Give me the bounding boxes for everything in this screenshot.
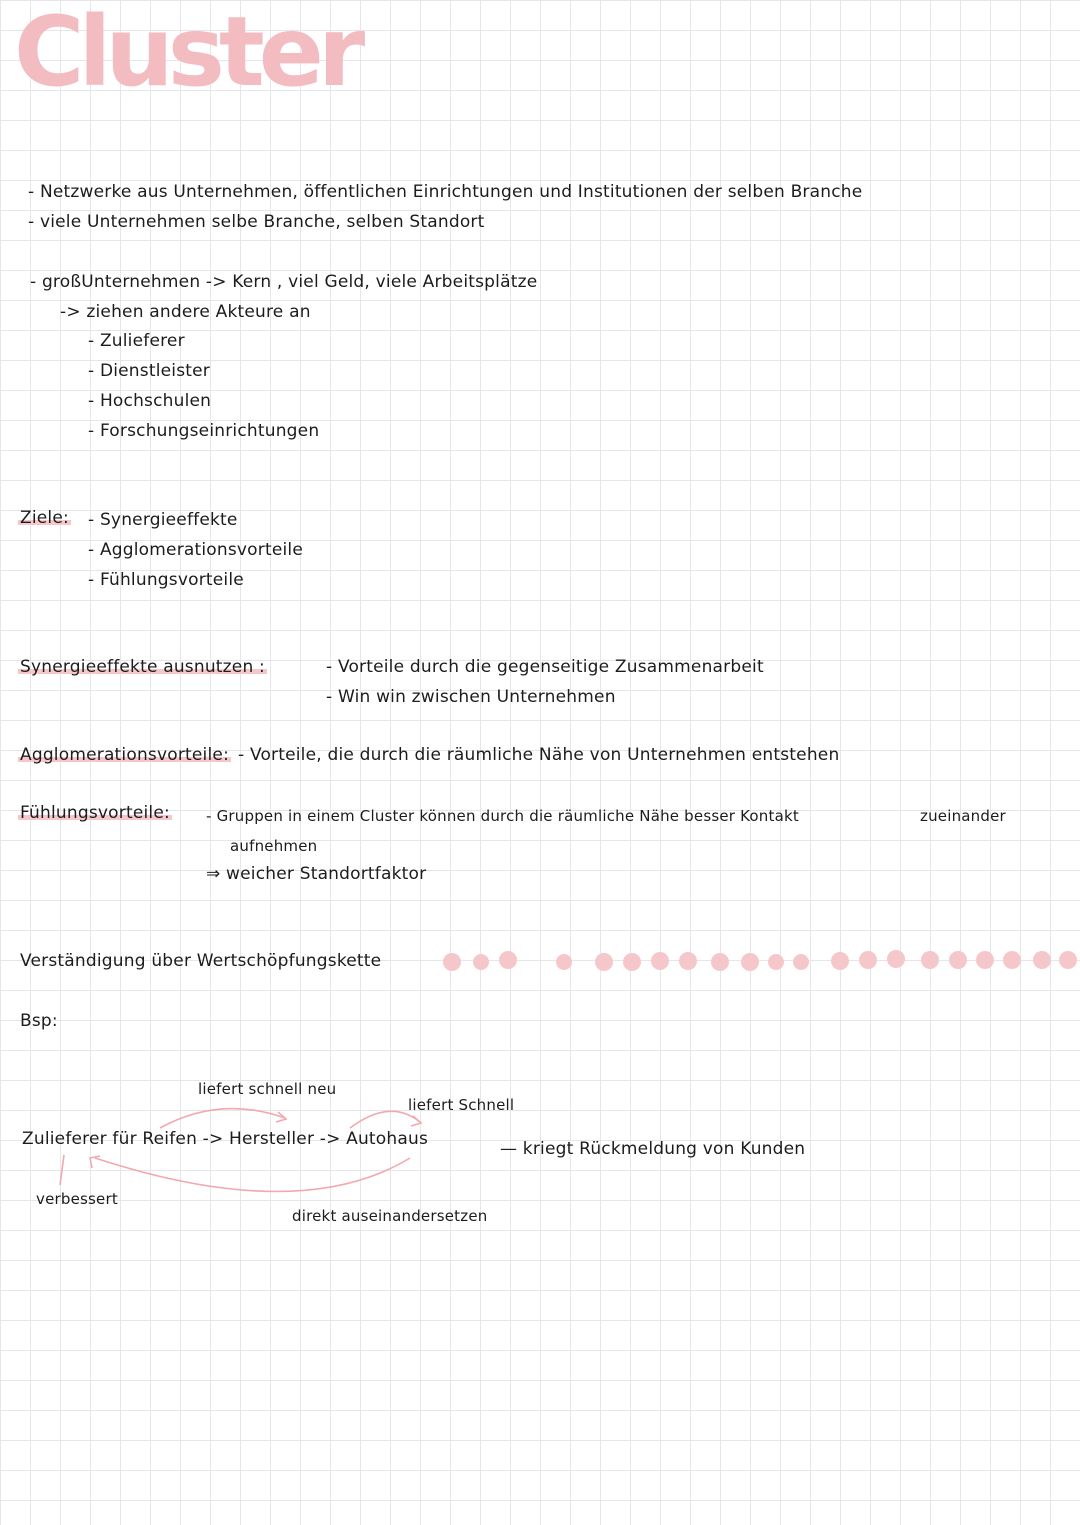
- page-title: Cluster: [14, 0, 360, 108]
- example-label: Bsp:: [20, 1011, 58, 1031]
- synergy-point: - Win win zwischen Unternehmen: [326, 687, 616, 707]
- fuehlung-line-2: aufnehmen: [230, 837, 318, 855]
- actor-item: - Dienstleister: [88, 361, 210, 381]
- intro-line-2: - viele Unternehmen selbe Branche, selben Standort: [28, 212, 485, 232]
- core-line-2: -> ziehen andere Akteure an: [60, 302, 311, 322]
- goals-label: Ziele:: [20, 508, 69, 528]
- chain-label-top-2: liefert Schnell: [408, 1096, 515, 1114]
- actor-item: - Hochschulen: [88, 391, 212, 411]
- chain-feedback: — kriegt Rückmeldung von Kunden: [500, 1139, 806, 1159]
- fuehlung-label: Fühlungsvorteile:: [20, 803, 170, 823]
- synergy-point: - Vorteile durch die gegenseitige Zusammenarbeit: [326, 657, 764, 677]
- chain-label-top-1: liefert schnell neu: [198, 1080, 337, 1098]
- synergy-label: Synergieeffekte ausnutzen :: [20, 657, 265, 677]
- intro-line-1: - Netzwerke aus Unternehmen, öffentlichen Einrichtungen und Institutionen der selben Branche: [28, 182, 863, 202]
- goal-item: - Agglomerationsvorteile: [88, 540, 304, 560]
- fuehlung-line-3: ⇒ weicher Standortfaktor: [206, 864, 427, 884]
- actor-item: - Zulieferer: [88, 331, 185, 351]
- core-line-1: - großUnternehmen -> Kern , viel Geld, viele Arbeitsplätze: [30, 272, 538, 292]
- agglomeration-label: Agglomerationsvorteile:: [20, 745, 229, 765]
- chain-text: Zulieferer für Reifen -> Hersteller -> Autohaus: [22, 1129, 429, 1149]
- goal-item: - Synergieeffekte: [88, 510, 238, 530]
- value-chain-heading: Verständigung über Wertschöpfungskette: [20, 951, 382, 971]
- fuehlung-line-1b: zueinander: [920, 807, 1006, 825]
- fuehlung-line-1: - Gruppen in einem Cluster können durch die räumliche Nähe besser Kontakt: [206, 807, 799, 825]
- chain-improved: verbessert: [36, 1190, 118, 1208]
- agglomeration-text: - Vorteile, die durch die räumliche Nähe von Unternehmen entstehen: [238, 745, 840, 765]
- chain-direct: direkt auseinandersetzen: [292, 1207, 488, 1225]
- goal-item: - Fühlungsvorteile: [88, 570, 244, 590]
- actor-item: - Forschungseinrichtungen: [88, 421, 320, 441]
